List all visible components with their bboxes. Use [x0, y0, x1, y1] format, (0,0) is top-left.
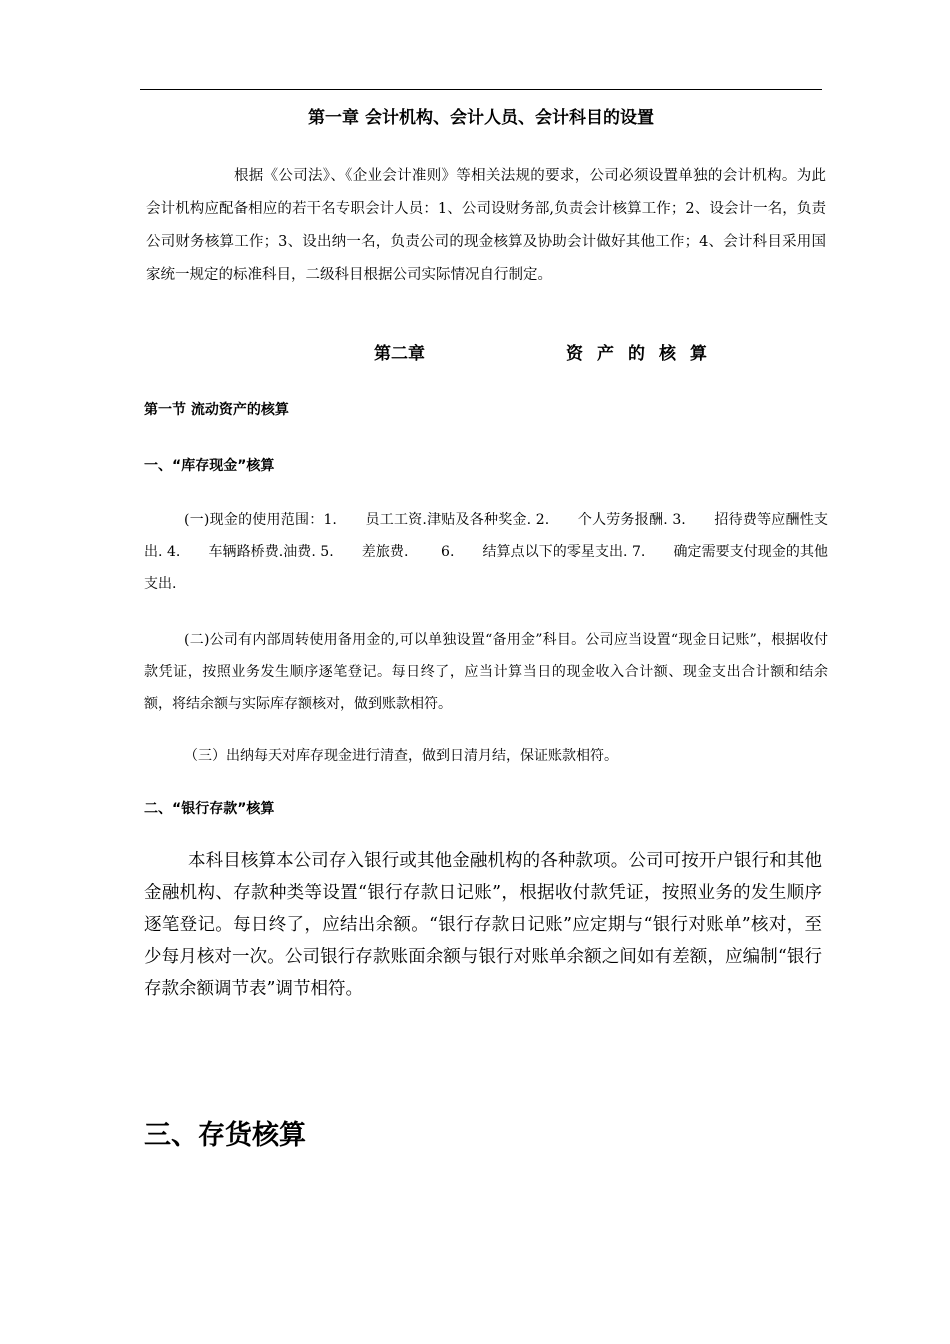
chapter1-intro-paragraph: 根据《公司法》、《企业会计准则》等相关法规的要求，公司必须设置单独的会计机构。为此会计机构应配备相应的若干名专职会计人员：1、公司设财务部,负责会计核算工作；2、设会计一名，负责公司财务核算工作；3、设出纳一名，负责公司的现金核算及协助会计做好其他工作；4、会计科目采用国家统一规定的标准科目，二级科目根据公司实际情况自行制定。 [146, 168, 826, 283]
cash-paragraph-1: (一)现金的使用范围：1. 员工工资.津贴及各种奖金. 2. 个人劳务报酬. 3. 招待费等应酬性支出. 4. 车辆路桥费.油费. 5. 差旅费. 6. 结算点以下的零星支出. 7. 确定需要支付现金的其他支出. [144, 512, 828, 592]
inventory-heading: 三、存货核算 [144, 1120, 306, 1151]
chapter2-title: 资产的核算 [566, 344, 721, 364]
cash-paragraph-3: （三）出纳每天对库存现金进行清查，做到日清月结，保证账款相符。 [184, 748, 618, 764]
cash-paragraph-2: (二)公司有内部周转使用备用金的,可以单独设置“备用金”科目。公司应当设置“现金日记账”，根据收付款凭证，按照业务发生顺序逐笔登记。每日终了，应当计算当日的现金收入合计额、现金支出合计额和结余额，将结余额与实际库存额核对，做到账款相符。 [144, 632, 828, 712]
bank-heading: 二、“银行存款”核算 [144, 801, 275, 817]
chapter1-title: 第一章 会计机构、会计人员、会计科目的设置 [308, 108, 654, 128]
bank-paragraph: 本科目核算本公司存入银行或其他金融机构的各种款项。公司可按开户银行和其他金融机构、存款种类等设置“银行存款日记账”，根据收付款凭证，按照业务的发生顺序逐笔登记。每日终了，应结出余额。“银行存款日记账”应定期与“银行对账单”核对，至少每月核对一次。公司银行存款账面余额与银行对账单余额之间如有差额，应编制“银行存款余额调节表”调节相符。 [144, 851, 822, 999]
cash-heading: 一、“库存现金”核算 [144, 458, 275, 474]
header-rule [140, 89, 822, 90]
chapter2-label: 第二章 [374, 344, 425, 364]
section1-title: 第一节 流动资产的核算 [144, 402, 289, 418]
